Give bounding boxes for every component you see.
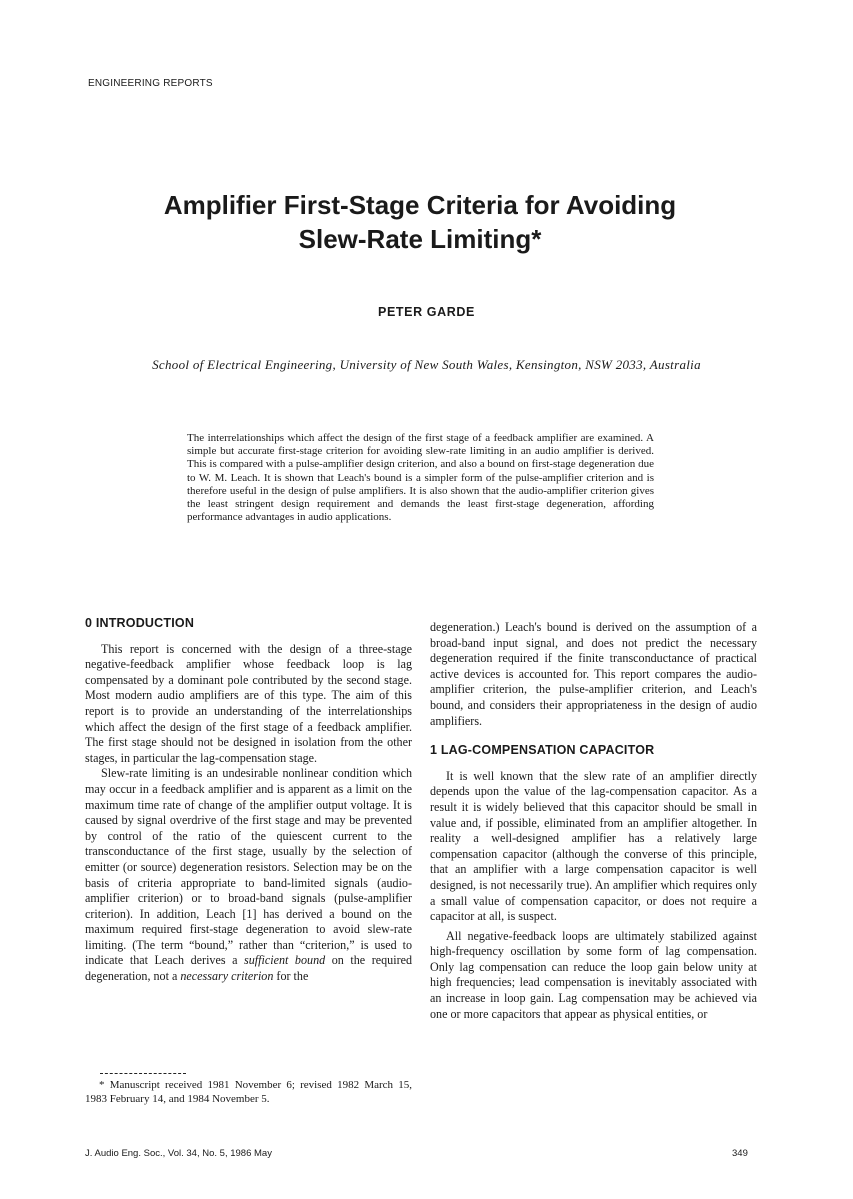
intro-paragraph-3: degeneration.) Leach's bound is derived on the assumption of a broad-band input signal, and does not predict the necessary degeneration required if the finite transconductance of practical active devices is accounted for. This report compares the audio-amplifier criterion, the pulse-amplifier criterion, and Leach's bound, and considers their appropriateness in the design of audio amplifiers.: [430, 620, 757, 728]
journal-reference: J. Audio Eng. Soc., Vol. 34, No. 5, 1986 May: [85, 1148, 272, 1159]
left-column: [85, 616, 412, 985]
author-affiliation: School of Electrical Engineering, University of New South Wales, Kensington, NSW 2033, Australia: [152, 357, 701, 372]
page-number: 349: [732, 1148, 748, 1159]
intro-paragraph-2-text-c: for the: [273, 969, 309, 984]
intro-paragraph-2: [85, 766, 412, 984]
intro-paragraph-2-text-b: on the required degeneration, not a: [85, 953, 413, 984]
footnote-rule: [100, 1073, 186, 1074]
intro-paragraph-2-text-a: Slew-rate limiting is an undesirable nonlinear condition which may occur in a feedback amplifier and is apparent as a limit on the maximum time rate of change of the amplifier output voltage. It is caused by signal overdrive of the first stage and may be prevented by control of the ratio of the quiescent current to the transconductance of the first stage, usually by the selection of emitter (or source) degeneration resistors. Selection may be on the basis of criteria appropriate to band-limited signals (audio-amplifier criterion) or to broad-band signals (pulse-amplifier criterion). In addition, Leach [1] has derived a bound on the maximum required first-stage degeneration to avoid slew-rate limiting. (The term “bound,” rather than “criterion,” is used to indicate that Leach derives a: [85, 766, 412, 968]
emphasis-sufficient-bound: sufficient bound: [244, 953, 326, 968]
author-name: PETER GARDE: [378, 305, 475, 319]
lag-paragraph-2: All negative-feedback loops are ultimately stabilized against high-frequency oscillation by some form of lag compensation. Only lag compensation can reduce the loop gain below unity at high frequencies; lead compensation is inevitably associated with an increase in loop gain. Lag compensation may be achieved via one or more capacitors that appear as physical entities, or: [430, 928, 757, 1021]
right-column: [430, 620, 757, 1022]
emphasis-necessary-criterion: necessary criterion: [180, 969, 274, 984]
footnote-text: * Manuscript received 1981 November 6; revised 1982 March 15, 1983 February 14, and 1984 November 5.: [85, 1079, 412, 1105]
section-heading-introduction: 0 INTRODUCTION: [85, 616, 195, 630]
lag-paragraph-1: It is well known that the slew rate of an amplifier directly depends upon the value of the lag-compensation capacitor. As a result it is widely believed that this capacitor should be small in value and, if possible, eliminated from an amplifier altogether. In reality a well-designed amplifier has a relatively large compensation capacitor (although the converse of this principle, that an amplifier with a large compensation capacitor is well designed, is not necessarily true). An amplifier which requires only a small value of compensation capacitor, or does not require a capacitor at all, is suspect.: [430, 768, 757, 924]
intro-paragraph-1: This report is concerned with the design of a three-stage negative-feedback amplifier whose feedback loop is lag compensated by a dominant pole contributed by the second stage. Most modern audio amplifiers are of this type. The aim of this report is to provide an understanding of the interrelationships which affect the design of the first stage of a feedback amplifier. The first stage should not be designed in isolation from the other stages, in particular the lag-compensation stage.: [85, 641, 412, 765]
footnote: [85, 1078, 412, 1106]
section-heading-lag-compensation: 1 LAG-COMPENSATION CAPACITOR: [430, 743, 655, 758]
abstract: The interrelationships which affect the design of the first stage of a feedback amplifier are examined. A simple but accurate first-stage criterion for avoiding slew-rate limiting in an audio amplifier is derived. This is compared with a pulse-amplifier design criterion, and also a bound on first-stage degeneration due to W. M. Leach. It is shown that Leach's bound is a simpler form of the pulse-amplifier criterion and is therefore useful in the design of pulse amplifiers. It is also shown that the audio-amplifier criterion gives the least stringent design requirement and demands the least first-stage degeneration, affording performance advantages in audio applications.: [187, 432, 654, 524]
paper-title: [100, 188, 740, 256]
title-line-1: Amplifier First-Stage Criteria for Avoiding: [163, 190, 677, 220]
title-line-2: Slew-Rate Limiting*: [298, 224, 542, 254]
running-header: ENGINEERING REPORTS: [88, 78, 213, 89]
